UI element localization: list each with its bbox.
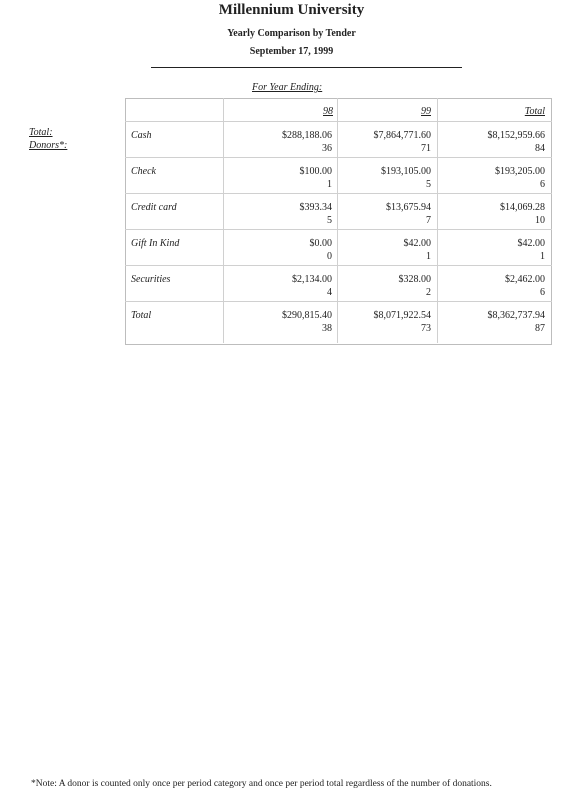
column-header-98: 98: [323, 106, 333, 117]
table-row-divider: [125, 193, 552, 194]
table-header-divider: [125, 121, 552, 122]
table-col-divider: [337, 98, 338, 343]
report-subtitle: Yearly Comparison by Tender: [227, 28, 356, 39]
cell-donors: 4: [327, 287, 332, 298]
cell-donors: 1: [540, 251, 545, 262]
cell-donors: 10: [535, 215, 545, 226]
table-row-divider: [125, 157, 552, 158]
table-cell: [229, 237, 332, 263]
table-cell: [340, 129, 431, 155]
table-cell: [340, 201, 431, 227]
row-label-cash: Cash: [131, 130, 152, 141]
table-cell: [440, 165, 545, 191]
cell-amount: $193,105.00: [381, 166, 431, 177]
cell-amount: $393.34: [299, 202, 332, 213]
cell-amount: $42.00: [517, 238, 545, 249]
header-rule: [151, 67, 462, 68]
column-header-total: Total: [524, 106, 545, 117]
row-label-securities: Securities: [131, 274, 171, 285]
cell-donors: 6: [540, 179, 545, 190]
cell-amount: $193,205.00: [495, 166, 545, 177]
side-label-total: Total:: [29, 127, 53, 138]
cell-amount: $7,864,771.60: [373, 130, 431, 141]
year-ending-label: For Year Ending:: [252, 82, 323, 93]
cell-donors: 84: [535, 143, 545, 154]
cell-donors: 1: [426, 251, 431, 262]
cell-donors: 1: [327, 179, 332, 190]
table-row-divider: [125, 301, 552, 302]
table-cell: [229, 165, 332, 191]
table-cell: [340, 273, 431, 299]
table-row-divider: [125, 265, 552, 266]
report-date: September 17, 1999: [249, 46, 334, 57]
report-title: Millennium University: [218, 2, 365, 18]
cell-donors: 38: [322, 323, 332, 334]
column-header-99: 99: [421, 106, 431, 117]
cell-amount: $42.00: [403, 238, 431, 249]
table-row-divider: [125, 229, 552, 230]
cell-amount: $290,815.40: [282, 310, 332, 321]
cell-amount: $328.00: [398, 274, 431, 285]
footnote: *Note: A donor is counted only once per period category and once per period total regardless of the number of donations.: [31, 779, 492, 789]
cell-donors: 73: [421, 323, 431, 334]
cell-donors: 36: [322, 143, 332, 154]
table-col-divider: [437, 98, 438, 343]
cell-donors: 2: [426, 287, 431, 298]
table-cell: [440, 309, 545, 335]
table-cell: [229, 129, 332, 155]
cell-amount: $14,069.28: [500, 202, 545, 213]
cell-amount: $2,462.00: [505, 274, 545, 285]
cell-donors: 0: [327, 251, 332, 262]
cell-amount: $0.00: [309, 238, 332, 249]
cell-amount: $288,188.06: [282, 130, 332, 141]
row-label-gift-in-kind: Gift In Kind: [131, 238, 180, 249]
row-label-credit-card: Credit card: [131, 202, 177, 213]
table-cell: [340, 309, 431, 335]
table-cell: [440, 129, 545, 155]
cell-donors: 87: [535, 323, 545, 334]
cell-amount: $8,152,959.66: [487, 130, 545, 141]
table-cell: [340, 237, 431, 263]
table-cell: [229, 273, 332, 299]
row-label-check: Check: [131, 166, 156, 177]
cell-donors: 5: [327, 215, 332, 226]
table-cell: [340, 165, 431, 191]
table-col-divider: [223, 98, 224, 343]
cell-amount: $100.00: [299, 166, 332, 177]
table-cell: [229, 309, 332, 335]
cell-amount: $8,071,922.54: [373, 310, 431, 321]
cell-amount: $13,675.94: [386, 202, 431, 213]
cell-amount: $2,134.00: [292, 274, 332, 285]
side-label-donors: Donors*:: [29, 140, 68, 151]
cell-donors: 5: [426, 179, 431, 190]
cell-amount: $8,362,737.94: [487, 310, 545, 321]
cell-donors: 6: [540, 287, 545, 298]
table-cell: [229, 201, 332, 227]
table-cell: [440, 273, 545, 299]
cell-donors: 7: [426, 215, 431, 226]
table-cell: [440, 237, 545, 263]
table-cell: [440, 201, 545, 227]
row-label-total: Total: [131, 310, 152, 321]
cell-donors: 71: [421, 143, 431, 154]
